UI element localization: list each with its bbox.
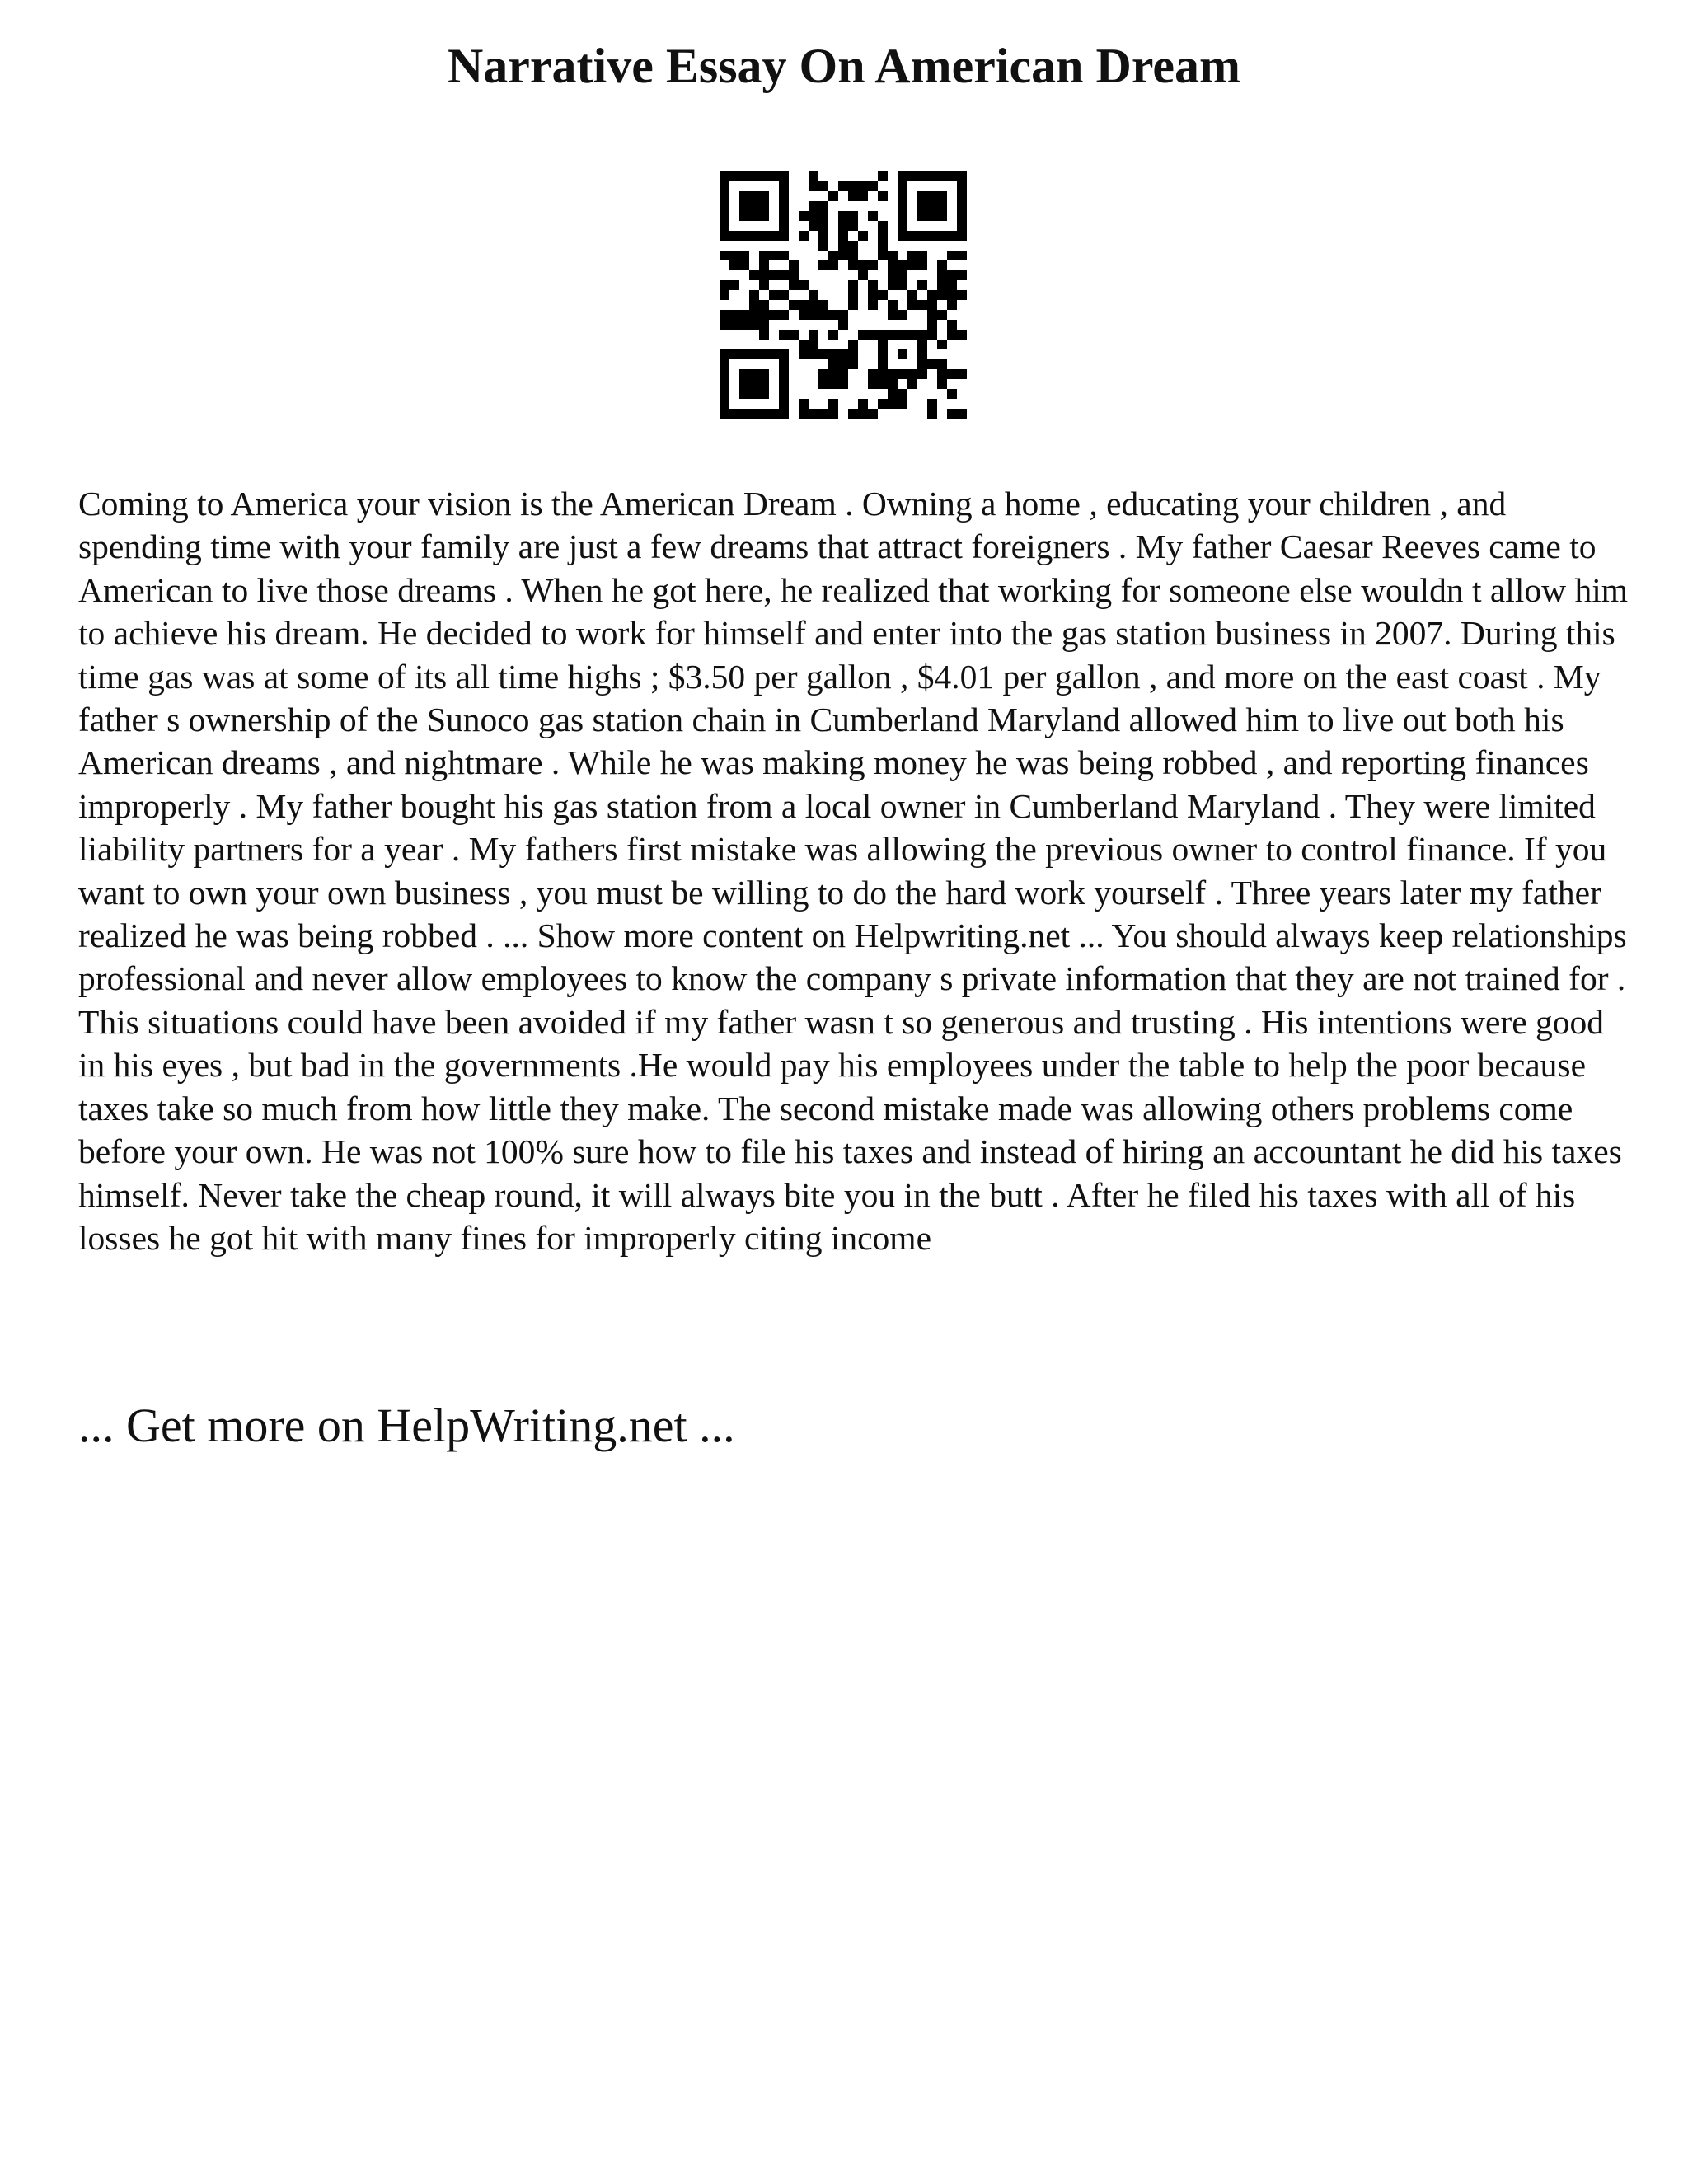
get-more-link[interactable]: ... Get more on HelpWriting.net ... <box>78 1399 735 1452</box>
qr-code-icon <box>720 171 967 419</box>
qr-code-graphic <box>720 171 967 419</box>
essay-body: Coming to America your vision is the American Dream . Owning a home , educating your children , and spending time with your family are just a few dreams that attract foreigners . My father Caesar Reeves came to American to live those dreams . When he got here, he realized that working for someone else wouldn t allow him to achieve his dream. He decided to work for himself and enter into the gas station business in 2007. During this time gas was at some of its all time highs ; $3.50 per gallon , $4.01 per gallon , and more on the east coast . My father s ownership of the Sunoco gas station chain in Cumberland Maryland allowed him to live out both his American dreams , and nightmare . While he was making money he was being robbed , and reporting finances improperly . My father bought his gas station from a local owner in Cumberland Maryland . They were limited liability partners for a year . My fathers first mistake was allowing the previous owner to control finance. If you want to own your own business , you must be willing to do the hard work yourself . Three years later my father realized he was being robbed . ... Show more content on Helpwriting.net ... You should always keep relationships professional and never allow employees to know the company s private information that they are not trained for . This situations could have been avoided if my father wasn t so generous and trusting . His intentions were good in his eyes , but bad in the governments .He would pay his employees under the table to help the poor because taxes take so much from how little they make. The second mistake made was allowing others problems come before your own. He was not 100% sure how to file his taxes and instead of hiring an accountant he did his taxes himself. Never take the cheap round, it will always bite you in the butt . After he filed his taxes with all of his losses he got hit with many fines for improperly citing income <box>78 485 1629 1257</box>
page-title: Narrative Essay On American Dream <box>447 39 1241 93</box>
